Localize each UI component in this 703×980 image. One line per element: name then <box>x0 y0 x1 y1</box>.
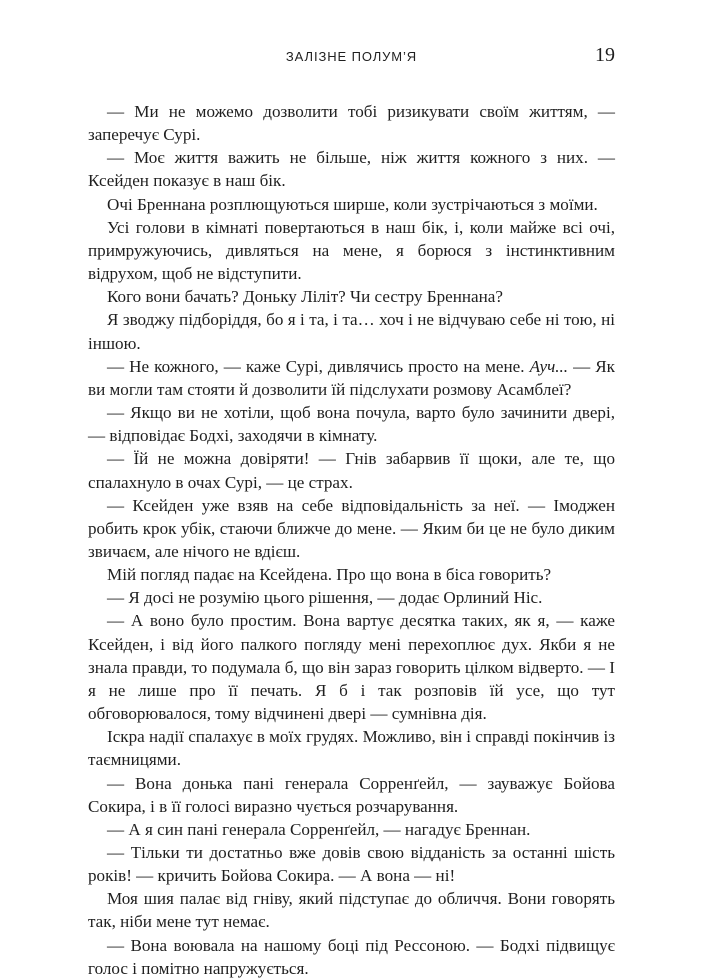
running-title: ЗАЛІЗНЕ ПОЛУМ’Я <box>285 49 418 64</box>
paragraph-14: Іскра надії спалахує в моїх грудях. Можливо, він і справді покінчив із таємницями. <box>88 727 615 770</box>
paragraph-3: Очі Бреннана розплющуються ширше, коли зустрічаються з моїми. <box>107 194 598 214</box>
paragraph-6: Я зводжу підборіддя, бо я і та, і та… хоч і не відчуваю себе ні тою, ні іншою. <box>88 310 615 353</box>
paragraph-2: — Моє життя важить не більше, ніж життя кожного з них. — Ксейден показує в наш бік. <box>88 148 615 191</box>
paragraph-4: Усі голови в кімнаті повертаються в наш бік, і, коли майже всі очі, примружуючись, дивляться на мене, я борюся з інстинктивним відрухом, щоб не відступити. <box>88 217 615 284</box>
paragraph-9: — Їй не можна довіряти! — Гнів забарвив її щоки, але те, що спалахнуло в очах Сурі, — це страх. <box>88 449 615 492</box>
page-number: 19 <box>595 44 615 66</box>
paragraph-10: — Ксейден уже взяв на себе відповідальність за неї. — Імоджен робить крок убік, стаючи ближче до мене. — Яким би це не було диким звичаєм, але нічого не вдієш. <box>88 495 615 561</box>
paragraph-7 <box>88 355 615 401</box>
paragraph-16: — А я син пані генерала Сорренґейл, — нагадує Бреннан. <box>107 819 531 839</box>
paragraph-17: — Тільки ти достатньо вже довів свою відданість за останні шість років! — кричить Бойова Сокира. — А вона — ні! <box>88 843 615 886</box>
paragraph-7-tail: — Як ви могли там стояти й дозволити їй підслухати розмову Асамблеї? <box>88 356 615 399</box>
paragraph-7-lead: — Не кожного, — каже Сурі, дивлячись просто на мене. <box>107 356 530 376</box>
chapter-text <box>88 100 615 980</box>
paragraph-18: Моя шия палає від гніву, який підступає до обличчя. Вони говорять так, ніби мене тут немає. <box>88 889 615 932</box>
paragraph-12: — Я досі не розумію цього рішення, — додає Орлиний Ніс. <box>107 588 543 608</box>
running-head <box>88 44 615 72</box>
paragraph-15: — Вона донька пані генерала Сорренґейл, — зауважує Бойова Сокира, і в її голосі виразно чується розчарування. <box>88 773 615 816</box>
paragraph-5: Кого вони бачать? Доньку Ліліт? Чи сестру Бреннана? <box>107 287 503 307</box>
paragraph-11: Мій погляд падає на Ксейдена. Про що вона в біса говорить? <box>107 565 552 585</box>
paragraph-19: — Вона воювала на нашому боці під Рессоною. — Бодхі підвищує голос і помітно напружується. <box>88 935 615 978</box>
paragraph-1: — Ми не можемо дозволити тобі ризикувати своїм життям, — заперечує Сурі. <box>88 102 615 145</box>
paragraph-8: — Якщо ви не хотіли, щоб вона почула, варто було зачинити двері, — відповідає Бодхі, заходячи в кімнату. <box>88 403 615 446</box>
paragraph-7-italic: Ауч... <box>529 356 569 376</box>
paragraph-13: — А воно було простим. Вона вартує десятка таких, як я, — каже Ксейден, і від його палкого погляду мені перехоплює дух. Якби я не знала правди, то подумала б, що він зараз говорить цілком відверто. — І я не лише про її печать. Я б і так розповів їй усе, що тут обговорювалося, тому відчинені двері — сумнівна дія. <box>88 611 615 724</box>
